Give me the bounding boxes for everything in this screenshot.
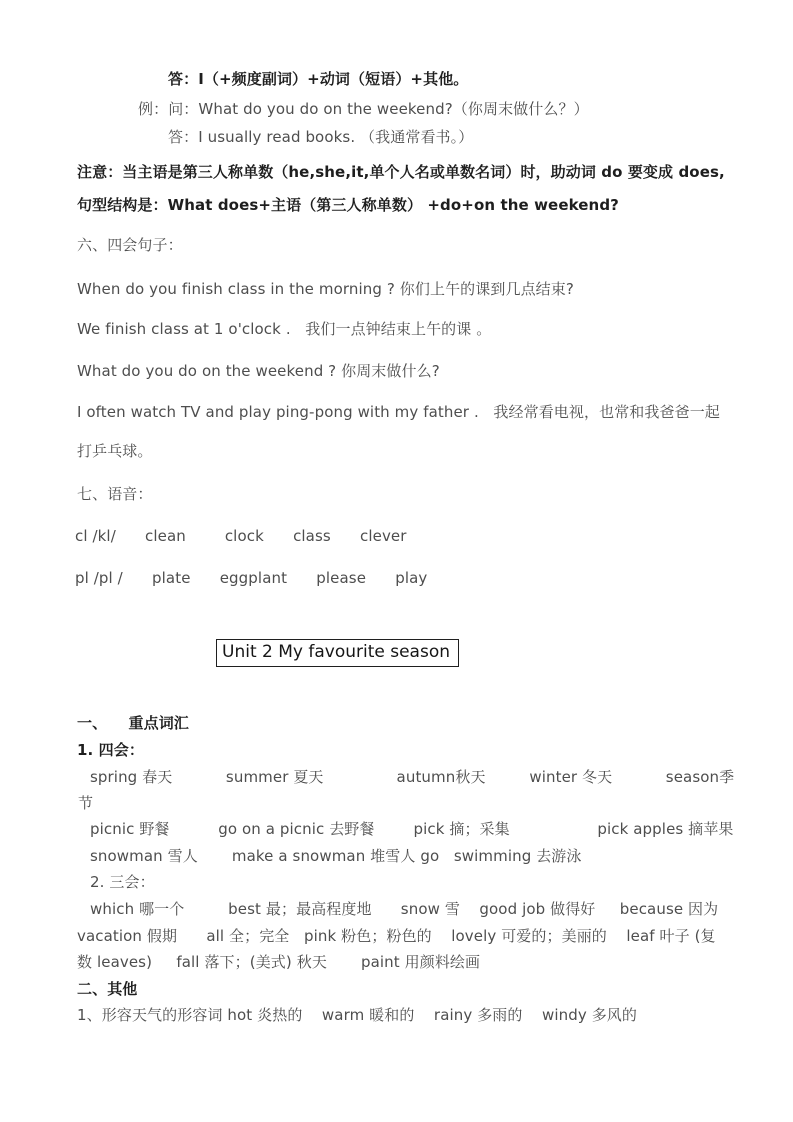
section-seven-heading: 七、语音： [77,485,153,503]
sentence-finish-class-answer: We finish class at 1 o'clock . 我们一点钟结束上午的课 。 [77,320,492,338]
note-line-2: 句型结构是：What does+主语（第三人称单数） +do+on the weekend? [77,196,619,214]
grammar-formula-line: 答：I（+频度副词）+动词（短语）+其他。 [168,70,469,88]
sihui-words-line3: picnic 野餐 go on a picnic 去野餐 pick 摘；采集 pick apples 摘苹果 [90,820,734,838]
sanhui-heading: 2. 三会： [90,873,155,891]
sihui-words-line2: 节 [78,794,94,812]
unit2-title: Unit 2 My favourite season [222,642,451,662]
section-two-heading: 二、其他 [77,980,138,998]
example-question-line: 例：问：What do you do on the weekend?（你周末做什么？） [138,100,589,118]
sentence-weekend-question: What do you do on the weekend ? 你周末做什么? [77,362,440,380]
unit2-title-box [216,639,459,667]
weather-adjectives-line: 1、形容天气的形容词 hot 炎热的 warm 暖和的 rainy 多雨的 windy 多风的 [77,1006,637,1024]
sanhui-words-line2: vacation 假期 all 全；完全 pink 粉色；粉色的 lovely 可爱的；美丽的 leaf 叶子 (复 [77,927,716,945]
section-six-heading: 六、四会句子： [77,236,183,254]
section-one-heading: 一、 重点词汇 [77,714,189,732]
sanhui-words-line1: which 哪一个 best 最；最高程度地 snow 雪 good job 做得好 because 因为 [90,900,719,918]
sihui-words-line1: spring 春天 summer 夏天 autumn秋天 winter 冬天 season季 [90,768,735,786]
sihui-heading: 1. 四会： [77,741,144,759]
sentence-weekend-answer-line2: 打乒乓球。 [77,442,153,460]
example-answer-line: 答：I usually read books. （我通常看书。） [168,128,474,146]
sentence-finish-class-question: When do you finish class in the morning ? 你们上午的课到几点结束? [77,280,574,298]
note-line-1: 注意：当主语是第三人称单数（he,she,it,单个人名或单数名词）时，助动词 do 要变成 does, [77,163,725,181]
sihui-words-line4: snowman 雪人 make a snowman 堆雪人 go swimming 去游泳 [90,847,582,865]
phonics-pl-row: pl /pl / plate eggplant please play [75,569,428,587]
sentence-weekend-answer-line1: I often watch TV and play ping-pong with my father . 我经常看电视，也常和我爸爸一起 [77,403,720,421]
phonics-cl-row: cl /kl/ clean clock class clever [75,527,407,545]
sanhui-words-line3: 数 leaves) fall 落下；(美式) 秋天 paint 用颜料绘画 [77,953,481,971]
